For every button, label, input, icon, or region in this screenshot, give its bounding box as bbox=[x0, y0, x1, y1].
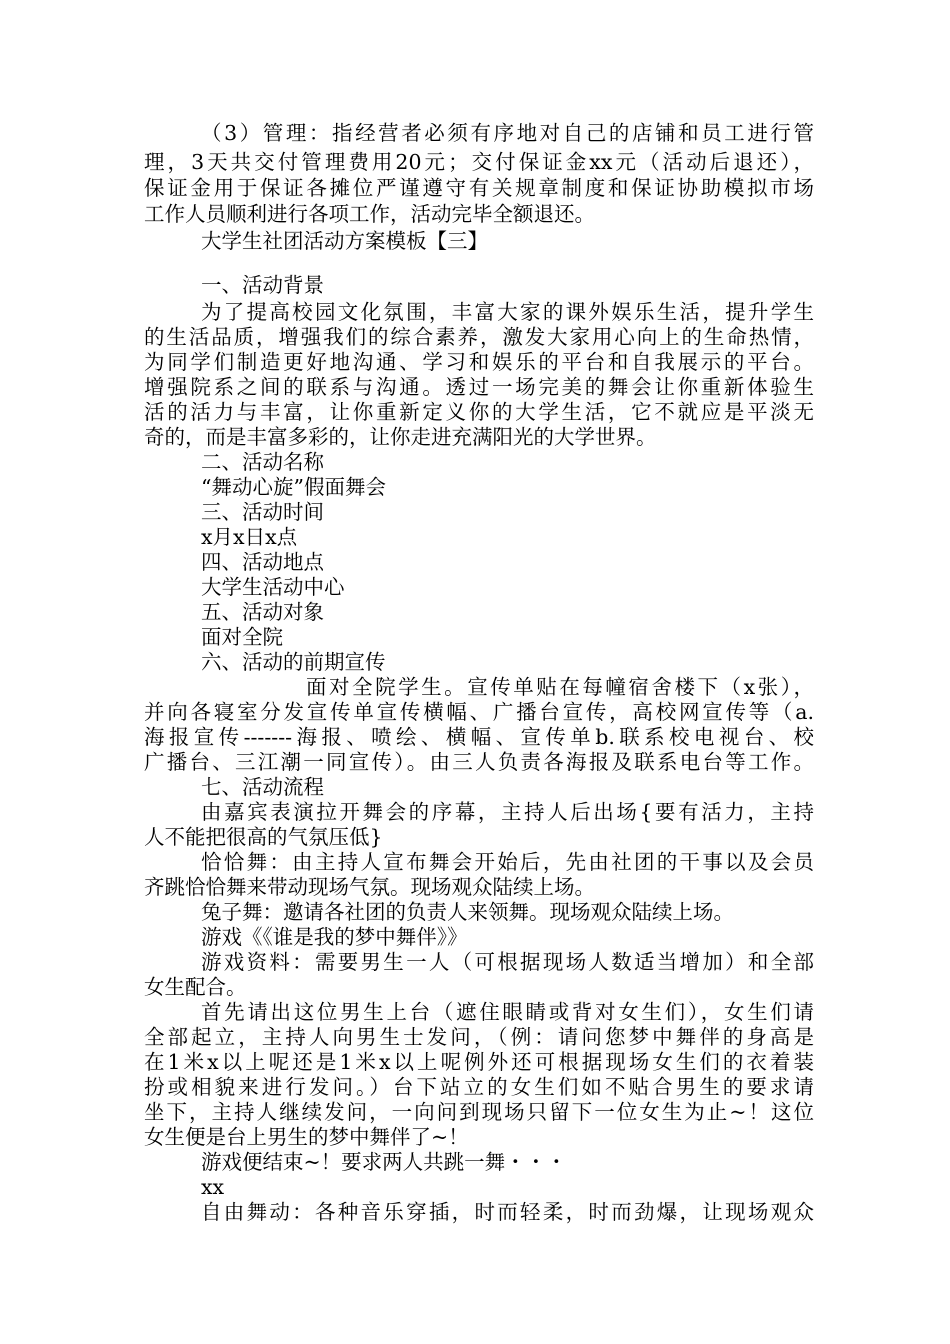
text-line: 为同学们制造更好地沟通、学习和娱乐的平台和自我展示的平台。 bbox=[144, 350, 814, 374]
text-line: “舞动心旋”假面舞会 bbox=[201, 475, 386, 499]
text-line: 首先请出这位男生上台（遮住眼睛或背对女生们），女生们请 bbox=[201, 1000, 814, 1024]
text-line: 女生便是台上男生的梦中舞伴了~！ bbox=[144, 1125, 469, 1149]
text-line: 为了提高校园文化氛围，丰富大家的课外娱乐生活，提升学生 bbox=[201, 300, 814, 324]
text-line: 面对全院学生。宣传单贴在每幢宿舍楼下（x张）， bbox=[306, 675, 814, 699]
text-line: 全部起立，主持人向男生士发问，（例：请问您梦中舞伴的身高是 bbox=[144, 1025, 814, 1049]
section-heading: 七、活动流程 bbox=[201, 775, 324, 799]
text-line: 游戏《《谁是我的梦中舞伴》》 bbox=[201, 925, 468, 949]
text-line: （3）管理：指经营者必须有序地对自己的店铺和员工进行管 bbox=[201, 121, 814, 145]
section-heading: 大学生社团活动方案模板【三】 bbox=[201, 229, 488, 253]
section-heading: 二、活动名称 bbox=[201, 450, 324, 474]
section-heading: 五、活动对象 bbox=[201, 600, 324, 624]
text-line: 游戏资料：需要男生一人（可根据现场人数适当增加）和全部 bbox=[201, 950, 814, 974]
text-line: 海报宣传-------海报、喷绘、横幅、宣传单b.联系校电视台、校 bbox=[144, 725, 814, 749]
text-line: 保证金用于保证各摊位严谨遵守有关规章制度和保证协助模拟市场 bbox=[144, 176, 814, 200]
text-line: 游戏便结束~！要求两人共跳一舞・・・ bbox=[201, 1150, 567, 1174]
text-line: 增强院系之间的联系与沟通。透过一场完美的舞会让你重新体验生 bbox=[144, 375, 814, 399]
section-heading: 一、活动背景 bbox=[201, 273, 324, 297]
text-line: 齐跳恰恰舞来带动现场气氛。现场观众陆续上场。 bbox=[144, 875, 595, 899]
text-line: 恰恰舞：由主持人宣布舞会开始后，先由社团的干事以及会员 bbox=[201, 850, 814, 874]
text-line: 自由舞动：各种音乐穿插，时而轻柔，时而劲爆，让现场观众 bbox=[201, 1200, 814, 1224]
section-heading: 三、活动时间 bbox=[201, 500, 324, 524]
text-line: 的生活品质，增强我们的综合素养，激发大家用心向上的生命热情， bbox=[144, 325, 814, 349]
section-heading: 四、活动地点 bbox=[201, 550, 324, 574]
text-line: 大学生活动中心 bbox=[201, 575, 345, 599]
text-line: 在1米x以上呢还是1米x以上呢例外还可根据现场女生们的衣着装 bbox=[144, 1050, 814, 1074]
text-line: xx bbox=[201, 1175, 225, 1199]
text-line: 理，3天共交付管理费用20元；交付保证金xx元（活动后退还）， bbox=[144, 150, 814, 174]
text-line: 并向各寝室分发宣传单宣传横幅、广播台宣传，高校网宣传等（a. bbox=[144, 700, 814, 724]
text-line: 面对全院 bbox=[201, 625, 283, 649]
text-line: 奇的，而是丰富多彩的，让你走进充满阳光的大学世界。 bbox=[144, 425, 657, 449]
text-line: 活的活力与丰富，让你重新定义你的大学生活，它不就应是平淡无 bbox=[144, 400, 814, 424]
text-line: 由嘉宾表演拉开舞会的序幕，主持人后出场{要有活力，主持 bbox=[201, 800, 814, 824]
text-line: 坐下，主持人继续发问，一向问到现场只留下一位女生为止~！这位 bbox=[144, 1100, 814, 1124]
text-line: 人不能把很高的气氛压低} bbox=[144, 825, 383, 849]
text-line: 广播台、三江潮一同宣传）。由三人负责各海报及联系电台等工作。 bbox=[144, 750, 814, 774]
text-line: x月x日x点 bbox=[201, 525, 298, 549]
text-line: 兔子舞：邀请各社团的负责人来领舞。现场观众陆续上场。 bbox=[201, 900, 734, 924]
text-line: 扮或相貌来进行发问。）台下站立的女生们如不贴合男生的要求请 bbox=[144, 1075, 814, 1099]
text-line: 女生配合。 bbox=[144, 975, 247, 999]
text-line: 工作人员顺利进行各项工作，活动完毕全额退还。 bbox=[144, 202, 595, 226]
section-heading: 六、活动的前期宣传 bbox=[201, 650, 386, 674]
